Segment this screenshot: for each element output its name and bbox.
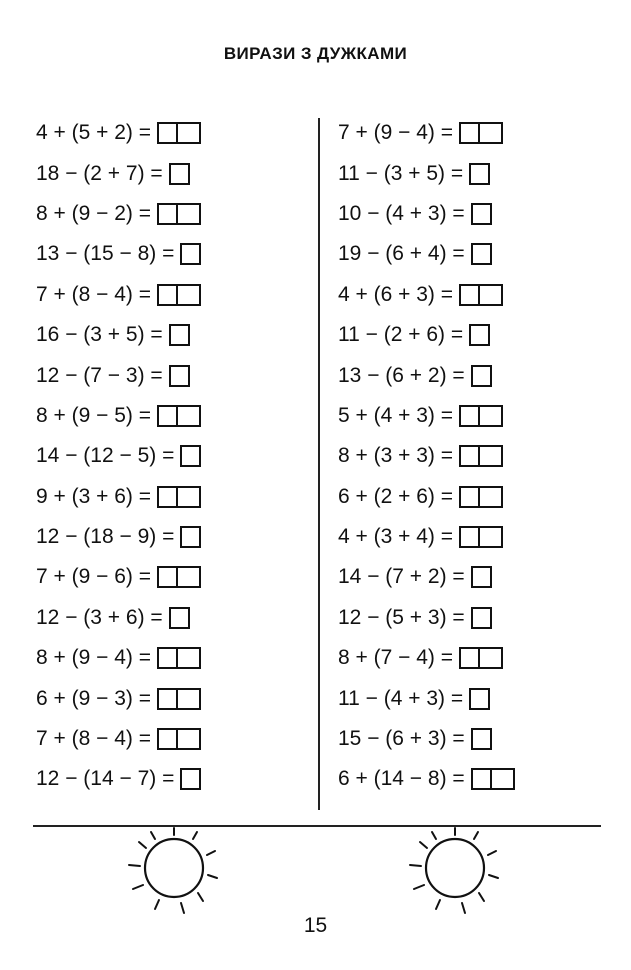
exercise-row <box>36 194 201 234</box>
exercise-row <box>338 436 515 476</box>
expression: 8 + (9 − 2) = <box>36 201 151 225</box>
exercise-row <box>338 719 515 759</box>
answer-box[interactable] <box>157 486 201 508</box>
exercise-row <box>36 113 201 153</box>
answer-box[interactable] <box>469 688 490 710</box>
answer-cell[interactable] <box>157 566 178 588</box>
answer-box[interactable] <box>157 566 201 588</box>
answer-box[interactable] <box>469 163 490 185</box>
expression: 8 + (9 − 4) = <box>36 646 151 670</box>
answer-cell[interactable] <box>178 688 201 710</box>
answer-box[interactable] <box>180 243 201 265</box>
answer-box[interactable] <box>157 647 201 669</box>
exercise-row <box>338 194 515 234</box>
exercise-row <box>338 557 515 597</box>
exercise-row <box>338 517 515 557</box>
sun-icon <box>117 823 227 918</box>
answer-cell[interactable] <box>178 203 201 225</box>
exercise-row <box>36 759 201 799</box>
answer-box[interactable] <box>180 445 201 467</box>
answer-box[interactable] <box>157 728 201 750</box>
exercise-row <box>338 396 515 436</box>
expression: 7 + (9 − 4) = <box>338 121 453 145</box>
answer-cell[interactable] <box>459 486 480 508</box>
expression: 12 − (7 − 3) = <box>36 363 163 387</box>
expression: 6 + (9 − 3) = <box>36 686 151 710</box>
expression: 4 + (3 + 4) = <box>338 525 453 549</box>
answer-cell[interactable] <box>480 445 503 467</box>
answer-box[interactable] <box>459 445 503 467</box>
answer-box[interactable] <box>471 566 492 588</box>
answer-cell[interactable] <box>157 122 178 144</box>
expression: 8 + (3 + 3) = <box>338 444 453 468</box>
answer-cell[interactable] <box>178 405 201 427</box>
exercise-row <box>36 477 201 517</box>
answer-cell[interactable] <box>480 526 503 548</box>
answer-cell[interactable] <box>157 405 178 427</box>
expression: 15 − (6 + 3) = <box>338 727 465 751</box>
answer-cell[interactable] <box>459 405 480 427</box>
exercise-row <box>338 638 515 678</box>
expression: 7 + (9 − 6) = <box>36 565 151 589</box>
exercise-row <box>36 719 201 759</box>
expression: 7 + (8 − 4) = <box>36 282 151 306</box>
answer-box[interactable] <box>157 405 201 427</box>
answer-cell[interactable] <box>471 243 492 265</box>
answer-cell[interactable] <box>459 647 480 669</box>
answer-cell[interactable] <box>180 768 201 790</box>
page-number: 15 <box>303 914 328 937</box>
answer-box[interactable] <box>471 768 515 790</box>
answer-cell[interactable] <box>469 688 490 710</box>
expression: 5 + (4 + 3) = <box>338 403 453 427</box>
exercise-row <box>338 153 515 193</box>
expression: 6 + (14 − 8) = <box>338 767 465 791</box>
answer-cell[interactable] <box>157 486 178 508</box>
answer-cell[interactable] <box>180 243 201 265</box>
answer-cell[interactable] <box>459 526 480 548</box>
answer-cell[interactable] <box>178 486 201 508</box>
answer-cell[interactable] <box>178 566 201 588</box>
exercise-row <box>36 355 201 395</box>
expression: 9 + (3 + 6) = <box>36 484 151 508</box>
answer-box[interactable] <box>169 324 190 346</box>
expression: 4 + (5 + 2) = <box>36 121 151 145</box>
answer-cell[interactable] <box>471 728 492 750</box>
expression: 12 − (5 + 3) = <box>338 605 465 629</box>
exercise-row <box>36 315 201 355</box>
exercise-row <box>36 396 201 436</box>
exercise-row <box>338 678 515 718</box>
answer-box[interactable] <box>471 243 492 265</box>
answer-cell[interactable] <box>157 203 178 225</box>
expression: 10 − (4 + 3) = <box>338 201 465 225</box>
answer-cell[interactable] <box>471 768 492 790</box>
answer-cell[interactable] <box>480 122 503 144</box>
answer-box[interactable] <box>469 324 490 346</box>
answer-cell[interactable] <box>157 688 178 710</box>
sun-icon <box>400 823 510 918</box>
answer-cell[interactable] <box>471 203 492 225</box>
expression: 14 − (12 − 5) = <box>36 444 175 468</box>
exercise-row <box>338 477 515 517</box>
exercise-row <box>36 436 201 476</box>
answer-box[interactable] <box>459 405 503 427</box>
exercise-row <box>338 355 515 395</box>
answer-cell[interactable] <box>157 284 178 306</box>
answer-cell[interactable] <box>459 284 480 306</box>
expression: 12 − (3 + 6) = <box>36 605 163 629</box>
expression: 18 − (2 + 7) = <box>36 161 163 185</box>
answer-box[interactable] <box>471 203 492 225</box>
answer-cell[interactable] <box>469 324 490 346</box>
answer-box[interactable] <box>459 526 503 548</box>
answer-box[interactable] <box>459 122 503 144</box>
column-divider <box>318 118 320 810</box>
expression: 11 − (4 + 3) = <box>338 686 464 710</box>
exercise-row <box>36 598 201 638</box>
answer-cell[interactable] <box>157 647 178 669</box>
exercise-row <box>338 275 515 315</box>
answer-cell[interactable] <box>459 122 480 144</box>
answer-cell[interactable] <box>178 122 201 144</box>
exercise-row <box>36 234 201 274</box>
answer-cell[interactable] <box>169 324 190 346</box>
answer-cell[interactable] <box>157 728 178 750</box>
answer-box[interactable] <box>169 365 190 387</box>
exercise-row <box>36 557 201 597</box>
exercise-row <box>36 153 201 193</box>
expression: 11 − (2 + 6) = <box>338 323 464 347</box>
answer-box[interactable] <box>459 284 503 306</box>
answer-cell[interactable] <box>471 566 492 588</box>
answer-cell[interactable] <box>459 445 480 467</box>
answer-cell[interactable] <box>180 526 201 548</box>
answer-box[interactable] <box>157 284 201 306</box>
answer-cell[interactable] <box>178 728 201 750</box>
expression: 13 − (15 − 8) = <box>36 242 175 266</box>
answer-box[interactable] <box>471 607 492 629</box>
expression: 14 − (7 + 2) = <box>338 565 465 589</box>
answer-cell[interactable] <box>178 647 201 669</box>
answer-cell[interactable] <box>469 163 490 185</box>
expression: 12 − (18 − 9) = <box>36 525 175 549</box>
answer-cell[interactable] <box>480 405 503 427</box>
exercise-row <box>36 517 201 557</box>
expression: 8 + (9 − 5) = <box>36 403 151 427</box>
expression: 11 − (3 + 5) = <box>338 161 464 185</box>
answer-cell[interactable] <box>180 445 201 467</box>
answer-box[interactable] <box>459 486 503 508</box>
answer-cell[interactable] <box>480 647 503 669</box>
answer-cell[interactable] <box>480 284 503 306</box>
answer-cell[interactable] <box>169 365 190 387</box>
expression: 6 + (2 + 6) = <box>338 484 453 508</box>
left-column <box>36 113 201 800</box>
expression: 19 − (6 + 4) = <box>338 242 465 266</box>
answer-box[interactable] <box>169 163 190 185</box>
answer-box[interactable] <box>180 768 201 790</box>
answer-box[interactable] <box>157 688 201 710</box>
answer-cell[interactable] <box>480 486 503 508</box>
answer-box[interactable] <box>459 647 503 669</box>
right-column <box>338 113 515 800</box>
answer-cell[interactable] <box>169 163 190 185</box>
expression: 8 + (7 − 4) = <box>338 646 453 670</box>
expression: 12 − (14 − 7) = <box>36 767 175 791</box>
expression: 16 − (3 + 5) = <box>36 323 163 347</box>
answer-box[interactable] <box>471 365 492 387</box>
answer-cell[interactable] <box>169 607 190 629</box>
exercise-row <box>338 598 515 638</box>
exercise-row <box>338 234 515 274</box>
expression: 7 + (8 − 4) = <box>36 727 151 751</box>
answer-cell[interactable] <box>492 768 515 790</box>
answer-box[interactable] <box>180 526 201 548</box>
expression: 13 − (6 + 2) = <box>338 363 465 387</box>
expression: 4 + (6 + 3) = <box>338 282 453 306</box>
exercise-row <box>36 275 201 315</box>
answer-cell[interactable] <box>178 284 201 306</box>
answer-box[interactable] <box>169 607 190 629</box>
exercise-row <box>338 759 515 799</box>
exercise-row <box>338 315 515 355</box>
page-title: ВИРАЗИ З ДУЖКАМИ <box>223 44 408 63</box>
answer-box[interactable] <box>157 203 201 225</box>
exercise-row <box>338 113 515 153</box>
answer-cell[interactable] <box>471 607 492 629</box>
answer-cell[interactable] <box>471 365 492 387</box>
exercise-row <box>36 638 201 678</box>
answer-box[interactable] <box>471 728 492 750</box>
exercise-row <box>36 678 201 718</box>
answer-box[interactable] <box>157 122 201 144</box>
